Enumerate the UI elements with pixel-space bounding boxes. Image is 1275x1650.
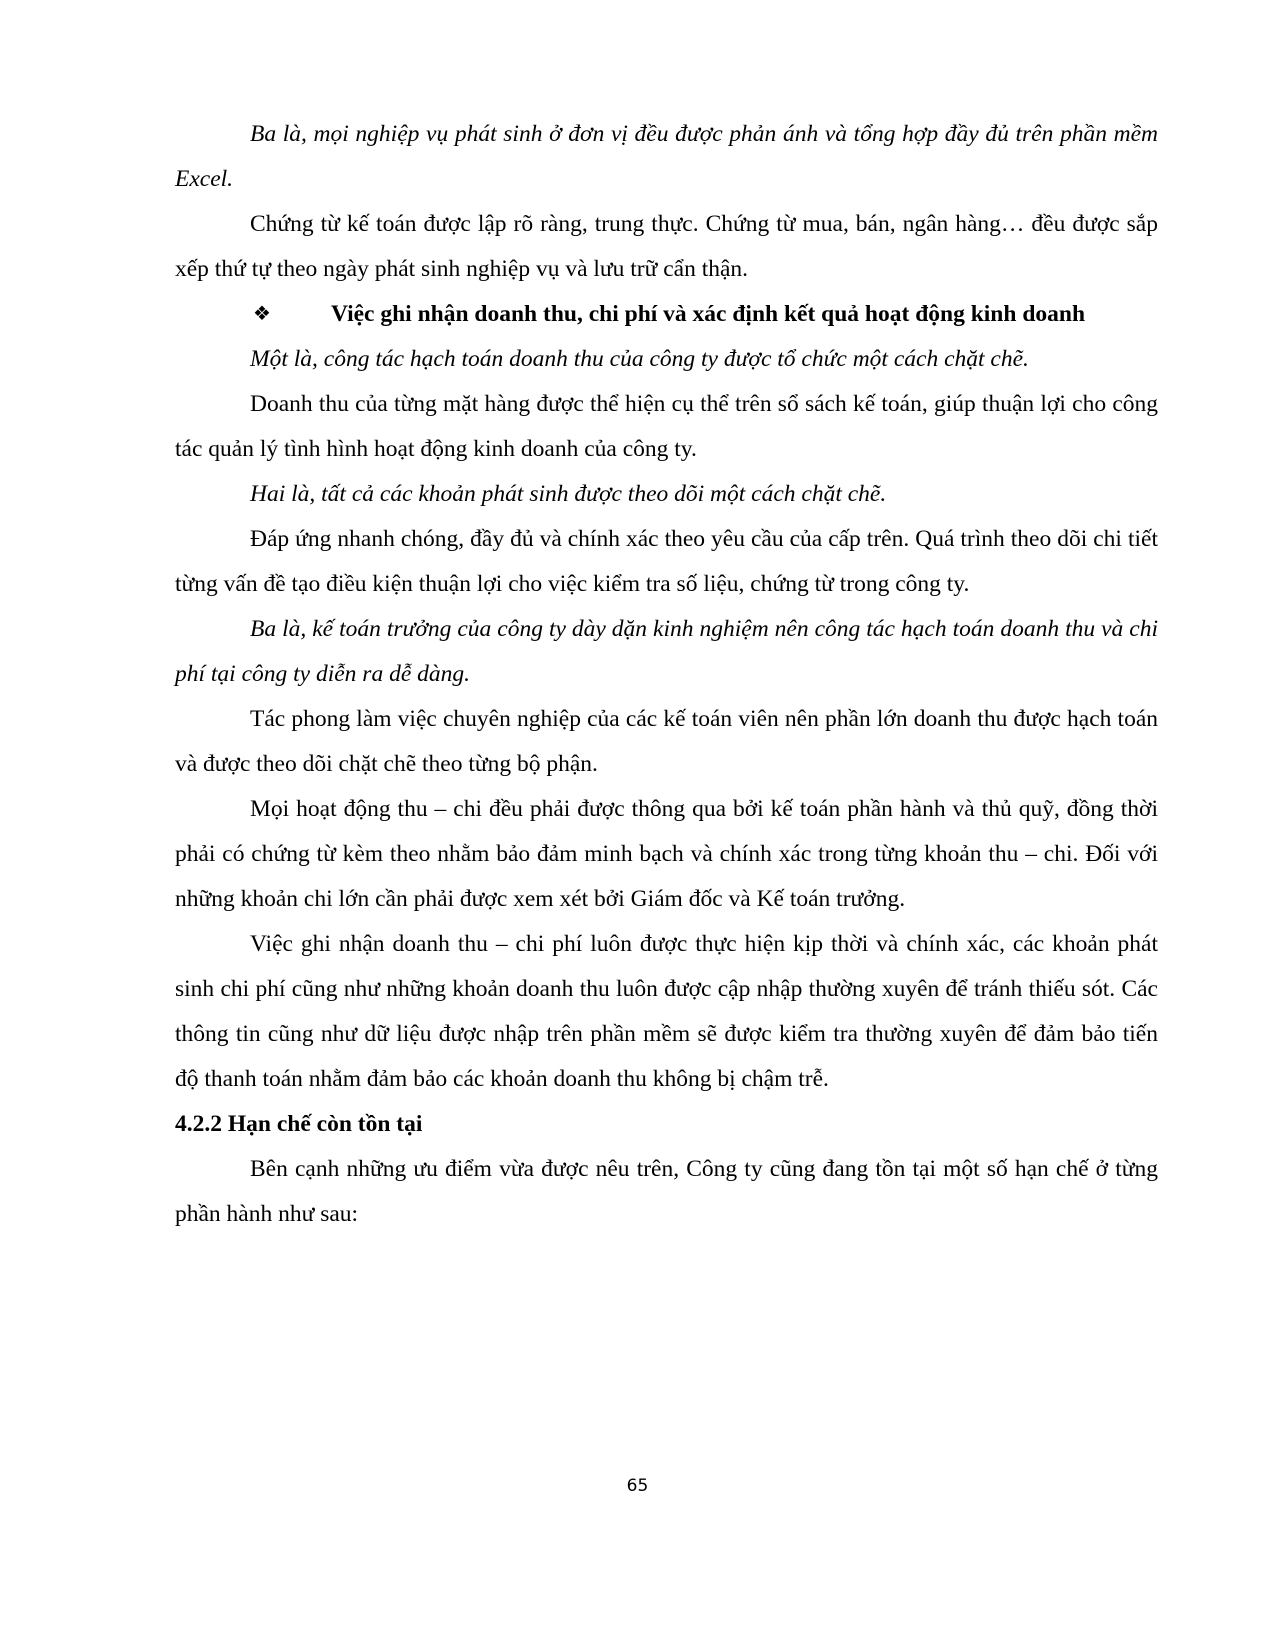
diamond-bullet-icon: ❖: [253, 303, 271, 325]
paragraph-ben-canh: Bên cạnh những ưu điểm vừa được nêu trên, Công ty cũng đang tồn tại một số hạn chế ở từng phần hành như sau:: [175, 1156, 1158, 1227]
paragraph-dap-ung: Đáp ứng nhanh chóng, đầy đủ và chính xác theo yêu cầu của cấp trên. Quá trình theo dõi chi tiết từng vấn đề tạo điều kiện thuận lợi cho việc kiểm tra số liệu, chứng từ trong công ty.: [175, 526, 1158, 597]
paragraph-mot-la: Một là, công tác hạch toán doanh thu của công ty được tổ chức một cách chặt chẽ.: [250, 346, 1029, 372]
paragraph-moi-hoat-dong-thu-chi: Mọi hoạt động thu – chi đều phải được thông qua bởi kế toán phần hành và thủ quỹ, đồng thời phải có chứng từ kèm theo nhằm bảo đảm minh bạch và chính xác trong từng khoản thu – chi. Đối với những khoản chi lớn cần phải được xem xét bởi Giám đốc và Kế toán trưởng.: [175, 796, 1158, 912]
page-number: 65: [626, 1476, 649, 1496]
paragraph-hai-la: Hai là, tất cả các khoản phát sinh được theo dõi một cách chặt chẽ.: [250, 481, 887, 507]
paragraph-ghi-nhan-doanh-thu-chi-phi: Việc ghi nhận doanh thu – chi phí luôn được thực hiện kịp thời và chính xác, các khoản phát sinh chi phí cũng như những khoản doanh thu luôn được cập nhập thường xuyên để tránh thiếu sót. Các thông tin cũng như dữ liệu được nhập trên phần mềm sẽ được kiểm tra thường xuyên để đảm bảo tiến độ thanh toán nhằm đảm bảo các khoản doanh thu không bị chậm trễ.: [175, 931, 1158, 1092]
bullet-heading-text: Việc ghi nhận doanh thu, chi phí và xác định kết quả hoạt động kinh doanh: [331, 301, 1086, 327]
paragraph-doanh-thu-mat-hang: Doanh thu của từng mặt hàng được thể hiện cụ thể trên sổ sách kế toán, giúp thuận lợi cho công tác quản lý tình hình hoạt động kinh doanh của công ty.: [175, 391, 1158, 462]
paragraph-ba-la-excel: Ba là, mọi nghiệp vụ phát sinh ở đơn vị đều được phản ánh và tổng hợp đầy đủ trên phần mềm Excel.: [175, 121, 1158, 192]
section-heading-4-2-2: 4.2.2 Hạn chế còn tồn tại: [175, 1111, 423, 1137]
bullet-heading: [175, 292, 1158, 337]
paragraph-ba-la-ke-toan-truong: Ba là, kế toán trưởng của công ty dày dặn kinh nghiệm nên công tác hạch toán doanh thu và chi phí tại công ty diễn ra dễ dàng.: [175, 616, 1158, 687]
document-page: [175, 112, 1158, 1237]
paragraph-tac-phong: Tác phong làm việc chuyên nghiệp của các kế toán viên nên phần lớn doanh thu được hạch toán và được theo dõi chặt chẽ theo từng bộ phận.: [175, 706, 1158, 777]
paragraph-chung-tu-ke-toan: Chứng từ kế toán được lập rõ ràng, trung thực. Chứng từ mua, bán, ngân hàng… đều được sắp xếp thứ tự theo ngày phát sinh nghiệp vụ và lưu trữ cẩn thận.: [175, 211, 1158, 282]
